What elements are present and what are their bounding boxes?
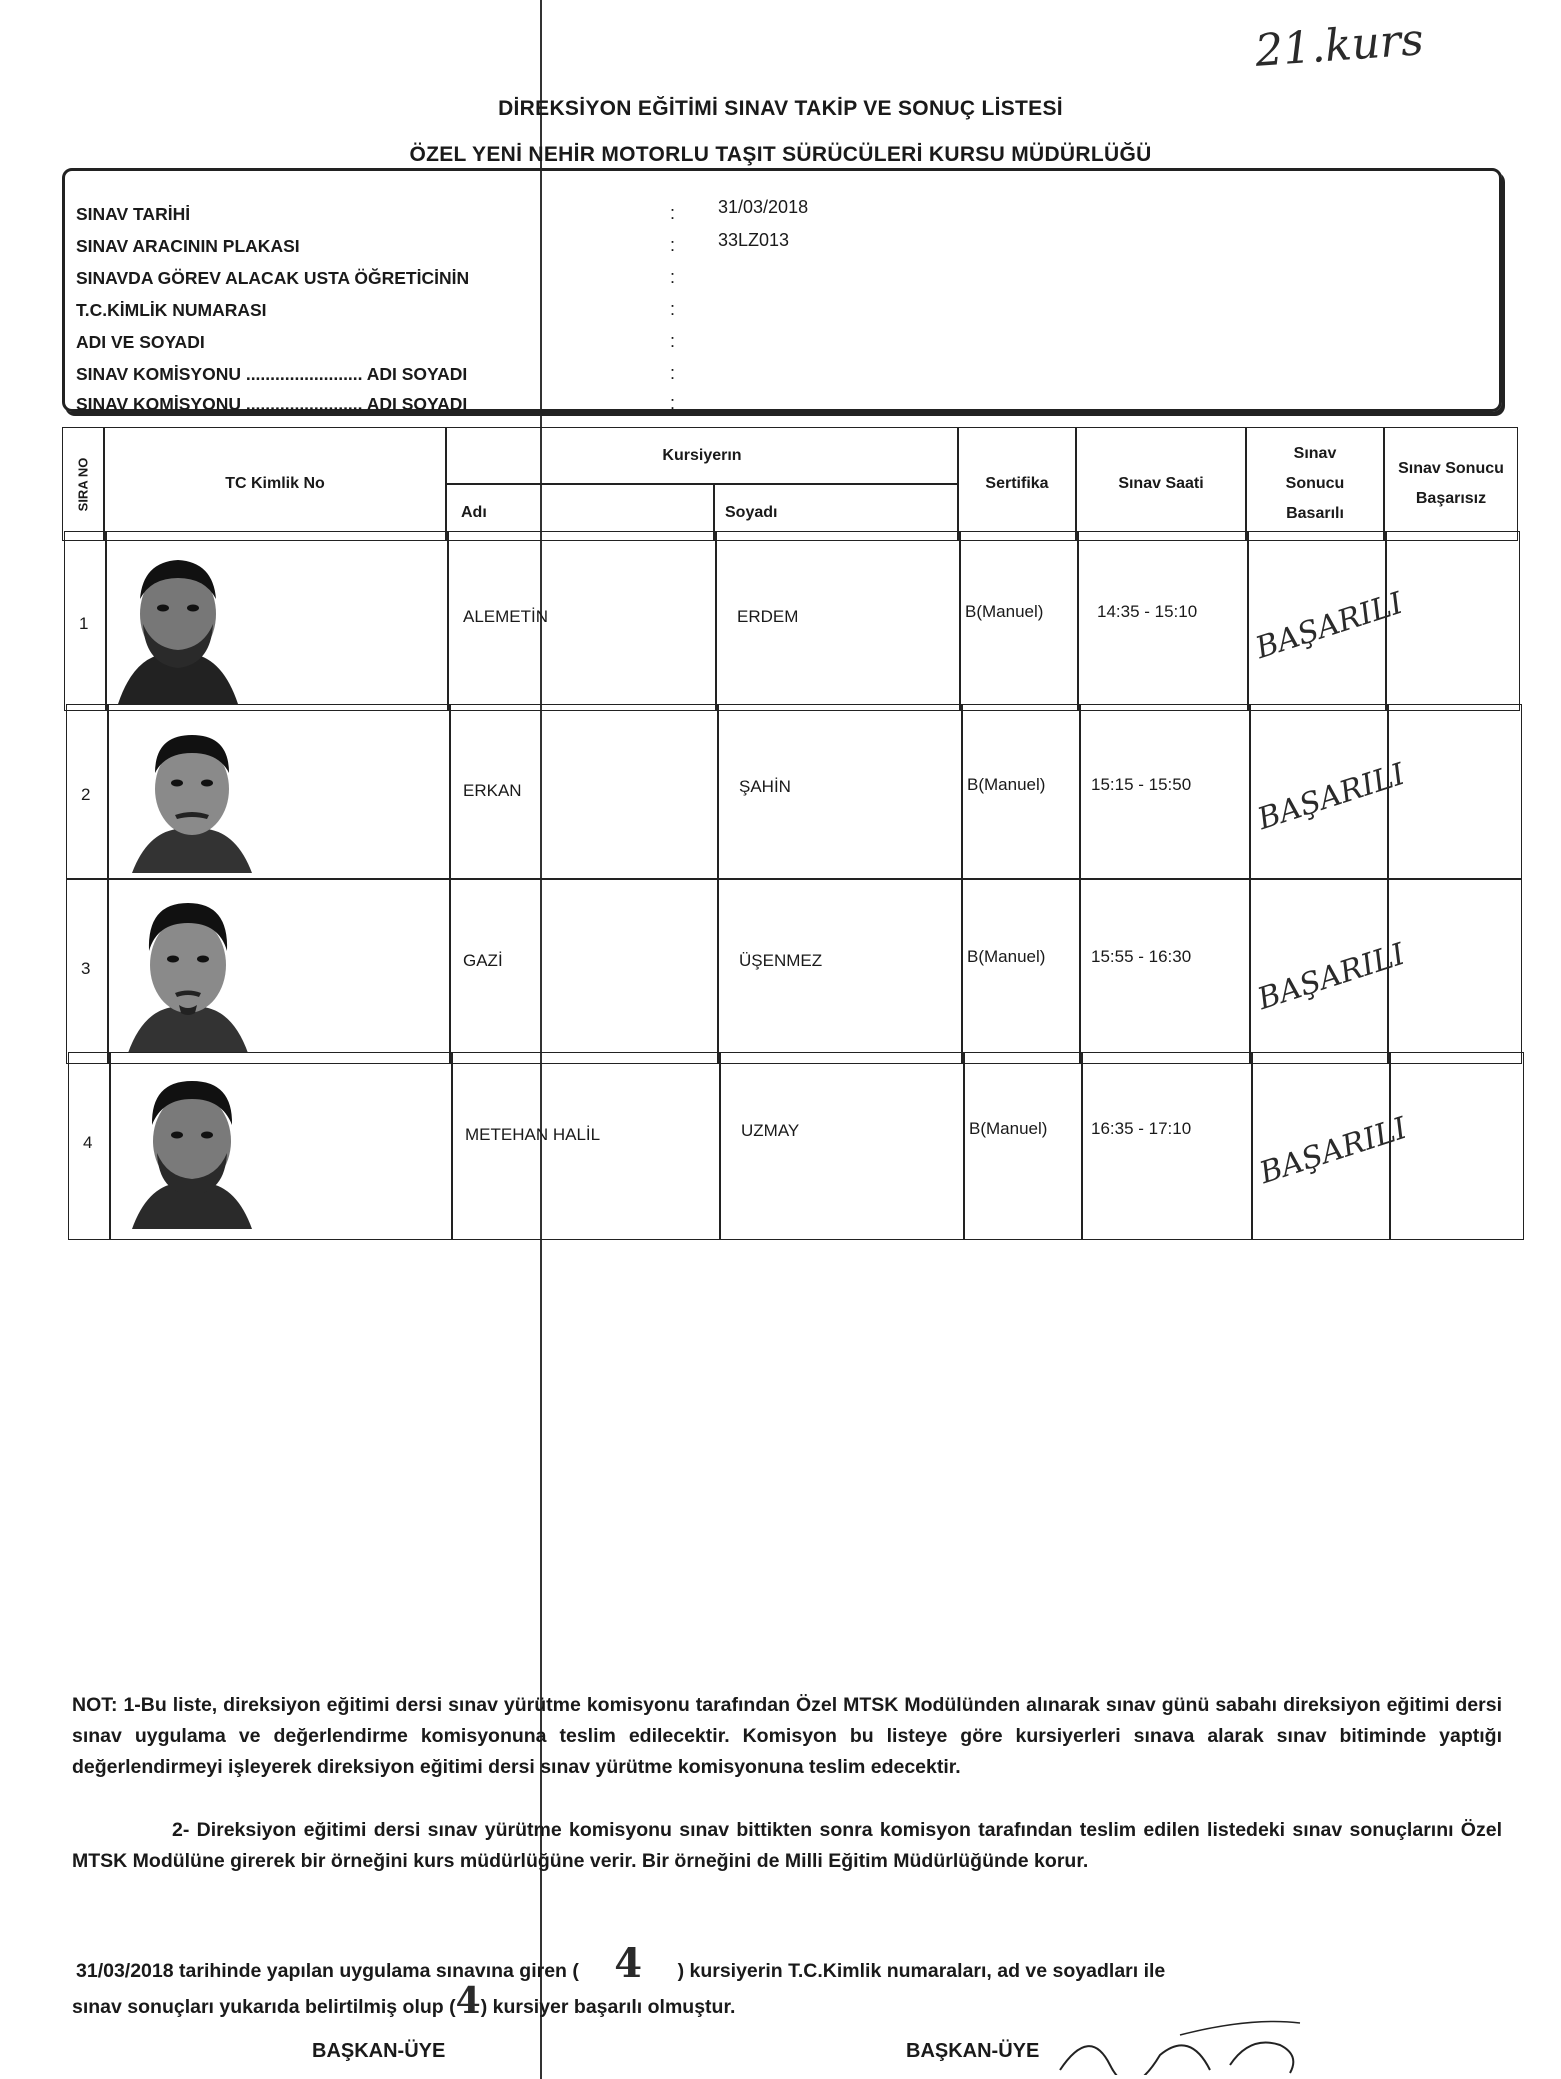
tc-number-label: T.C.KİMLİK NUMARASI — [76, 300, 267, 320]
photo-cell — [108, 704, 450, 880]
signature-label-left: BAŞKAN-ÜYE — [312, 2040, 446, 2062]
th-sertifika: Sertifika — [958, 427, 1076, 541]
th-basarisiz: Sınav Sonucu Başarısız — [1384, 427, 1518, 541]
handwritten-result: BAŞARILI — [1255, 1110, 1412, 1192]
surname-cell: ÜŞENMEZ — [718, 878, 962, 1064]
exam-time-cell: 15:55 - 16:30 — [1080, 878, 1250, 1064]
exam-date-label: SINAV TARİHİ — [76, 204, 191, 224]
commission1-label: SINAV KOMİSYONU ........................ ADI SOYADI — [76, 364, 468, 384]
photo-cell — [106, 531, 448, 711]
note-paragraph-2: 2- Direksiyon eğitimi dersi sınav yürütme komisyonu sınav bittikten sonra komisyon tarafından teslim edilen listedeki sınav sonuçlarını Özel MTSK Modülüne girerek bir örneğini kurs müdürlüğüne verir. Bir örneğini de Milli Eğitim Müdürlüğünde korur. — [72, 1819, 1502, 1872]
photo-cell — [108, 878, 450, 1064]
certificate-cell: B(Manuel) — [964, 1052, 1082, 1240]
th-kursiyerin: Kursiyerın — [446, 427, 958, 484]
student-photo — [123, 893, 253, 1053]
name-cell: ERKAN — [450, 704, 718, 880]
summary-line-1: 31/03/2018 tarihinde yapılan uygulama sınavına giren ( 4 ) kursiyerin T.C.Kimlik numaraları, ad ve soyadları ile — [76, 1940, 1166, 1987]
th-tc-kimlik: TC Kimlik No — [104, 427, 446, 541]
summary-line-2: sınav sonuçları yukarıda belirtilmiş olup (4) kursiyer başarılı olmuştur. — [72, 1980, 736, 2022]
handwritten-result: BAŞARILI — [1251, 585, 1408, 667]
result-fail-cell — [1388, 878, 1522, 1064]
certificate-cell: B(Manuel) — [960, 531, 1078, 711]
name-cell: METEHAN HALİL — [452, 1052, 720, 1240]
plate-label: SINAV ARACININ PLAKASI — [76, 236, 300, 256]
result-pass-cell — [1250, 878, 1410, 1064]
result-pass-cell — [1250, 704, 1410, 880]
th-sira-no: SIRA NO — [62, 427, 104, 541]
colon: : — [670, 331, 676, 351]
handwritten-count: 4 — [614, 1940, 643, 1987]
plate-value: 33LZ013 — [718, 230, 790, 250]
handwritten-passed-count: 4 — [455, 1980, 481, 2022]
th-basarili: Sınav Sonucu Basarılı — [1246, 427, 1384, 541]
result-fail-cell — [1388, 704, 1522, 880]
certificate-cell: B(Manuel) — [962, 704, 1080, 880]
document-subtitle: ÖZEL YENİ NEHİR MOTORLU TAŞIT SÜRÜCÜLERİ KURSU MÜDÜRLÜĞÜ — [409, 143, 1152, 166]
handwritten-result: BAŞARILI — [1253, 756, 1410, 838]
note-paragraph-1: NOT: 1-Bu liste, direksiyon eğitimi dersi sınav yürütme komisyonu tarafından Özel MTSK Modülünden alınarak sınav günü sabahı direksiyon eğitimi dersi sınav uygulama ve değerlendirme komisyonuna teslim edilecektir. Komisyon bu listeye göre kursiyerleri sınava alarak sınav bitiminde yaptığı değerlendirmeyi işleyerek direksiyon eğitimi dersi sınav yürütme komisyonuna teslim edecektir. — [72, 1694, 1502, 1778]
row-number: 1 — [64, 531, 106, 711]
exam-time-cell: 16:35 - 17:10 — [1082, 1052, 1252, 1240]
handwritten-result: BAŞARILI — [1253, 936, 1410, 1018]
surname-cell: UZMAY — [720, 1052, 964, 1240]
colon: : — [670, 235, 676, 255]
colon: : — [670, 393, 676, 413]
commission2-label: SINAV KOMİSYONU ........................ ADI SOYADI — [76, 394, 468, 414]
exam-date-value: 31/03/2018 — [718, 197, 809, 217]
th-sinav-saati: Sınav Saati — [1076, 427, 1246, 541]
colon: : — [670, 267, 676, 287]
th-soyadi: Soyadı — [714, 484, 958, 541]
photo-cell — [110, 1052, 452, 1240]
instructor-label: SINAVDA GÖREV ALACAK USTA ÖĞRETİCİNİN — [76, 268, 470, 288]
signature-label-right: BAŞKAN-ÜYE — [906, 2040, 1040, 2062]
row-number: 3 — [66, 878, 108, 1064]
surname-cell: ŞAHİN — [718, 704, 962, 880]
exam-time-cell: 14:35 - 15:10 — [1078, 531, 1248, 711]
document-title: DİREKSİYON EĞİTİMİ SINAV TAKİP VE SONUÇ LİSTESİ — [498, 97, 1063, 120]
colon: : — [670, 203, 676, 223]
handwritten-corner-note: 21.kurs — [1253, 14, 1426, 77]
th-adi: Adı — [446, 484, 714, 541]
colon: : — [670, 299, 676, 319]
name-cell: ALEMETİN — [448, 531, 716, 711]
student-photo — [127, 1069, 257, 1229]
name-label: ADI VE SOYADI — [76, 332, 205, 352]
row-number: 2 — [66, 704, 108, 880]
student-photo — [113, 544, 243, 704]
surname-cell: ERDEM — [716, 531, 960, 711]
row-number: 4 — [68, 1052, 110, 1240]
name-cell: GAZİ — [450, 878, 718, 1064]
result-pass-cell — [1248, 531, 1408, 711]
colon: : — [670, 363, 676, 383]
result-fail-cell — [1390, 1052, 1524, 1240]
result-pass-cell — [1252, 1052, 1412, 1240]
signature-scribble — [1050, 2015, 1310, 2075]
certificate-cell: B(Manuel) — [962, 878, 1080, 1064]
student-photo — [127, 723, 257, 873]
result-fail-cell — [1386, 531, 1520, 711]
exam-time-cell: 15:15 - 15:50 — [1080, 704, 1250, 880]
